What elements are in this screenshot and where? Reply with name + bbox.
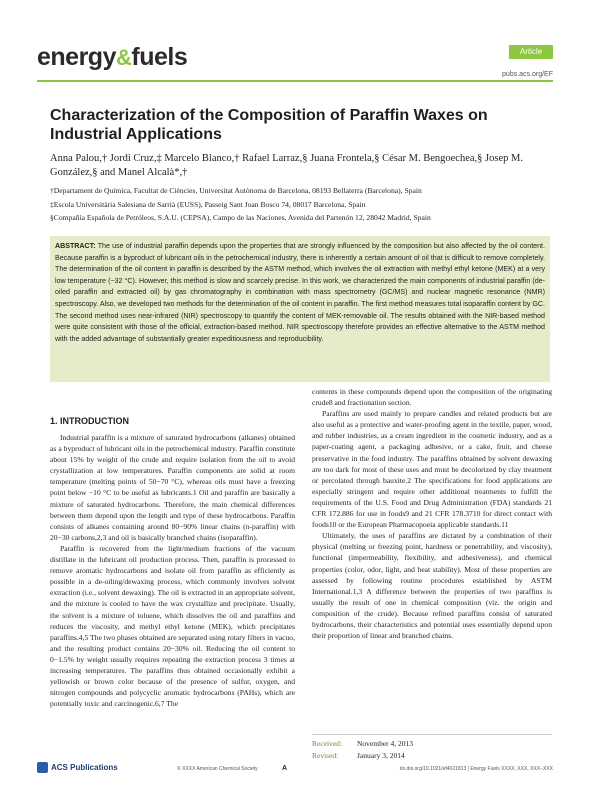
journal-url[interactable]: pubs.acs.org/EF xyxy=(502,71,553,78)
paragraph: Paraffins are used mainly to prepare candles and related products but are also useful as a protective and water-proofing agent in the textile, paper, wood, and rubber industries, as a cream ingredient in the cosmetic industry, and as a paper-coating agent, a packaging adhesive, or a cake, fruit, and cheese preservative in the food industry. The paraffins obtained by solvent dewaxing are too dark for most of these uses and must be decolorized by clay treatment or percolated through bauxite.2 The specifications for food applications are especially stringent and require other additional treatments to fulfill the requirements of the U.S. Food and Drug Administration (FDA) standards 21 CFR 172.886 for use in foods9 and 21 CFR 178.3710 for direct contact with foods10 or the European Pharmacopoeia applicable standards.11 xyxy=(312,409,552,530)
author-list: Anna Palou,† Jordi Cruz,‡ Marcelo Blanco,† Rafael Larraz,§ Juana Frontela,§ César M. Bengoechea,§ Josep M. González,§ and Manel Alcalà*,† xyxy=(50,153,523,178)
affiliation-3: §Compañía Española de Petróleos, S.A.U. (CEPSA), Campo de las Naciones, Avenida del Partenón 12, 28042 Madrid, Spain xyxy=(50,213,431,222)
header-divider xyxy=(37,80,553,82)
revised-label: Revised: xyxy=(312,750,339,760)
affiliation-2: ‡Escola Universitària Salesiana de Sarrià (EUSS), Passeig Sant Joan Bosco 74, 08017 Barcelona, Spain xyxy=(50,199,366,209)
article-type-badge: Article xyxy=(509,45,553,59)
left-column xyxy=(50,432,295,709)
abstract-text: The use of industrial paraffin depends upon the properties that are strongly influenced by the composition but also affected by the oil content. Because paraffin is a byproduct of lubricant oils in the petrochemical industry, there is inherently a certain amount of oil that is difficult to remove completely. The determination of the oil content in paraffin is described by the ASTM method, which involves the oil extraction with methyl ethyl ketone (MEK) at a very low temperature (−32 °C). However, this method is slow and scarcely precise. In this work, we characterized the main components of industrial paraffin (de-oiled paraffin and extracted oil) by gas chromatography in combination with mass spectrometry (GC/MS) and nuclear magnetic resonance (NMR) spectroscopy. Also, we developed two methods for the determination of the oil content in paraffin. The first method measures total isoparaffin content by GC. The second method uses near-infrared (NIR) spectroscopy to quantify the content of MEK-removable oil. The results obtained with the NIR-based method were quite consistent with those of the official, extraction-based method. NIR spectroscopy therefore provides an effective alternative to the ASTM method with the added advantage of substantially greater expeditiousness and reproducibility. xyxy=(55,242,546,343)
paragraph: Ultimately, the uses of paraffins are dictated by a combination of their physical (melting or freezing point, hardness or penetrability, and viscosity), functional (impermeability, flexibility, and adhesiveness), and chemical properties (color, odor, light, and heat stability). Most of these properties are assessed by following routine procedures established by ASTM International.1,3 A difference between the properties of two paraffins is usually the result of one in chemical composition (viz. the origin and composition of the crude). Because refined paraffins consist of saturated hydrocarbons, their characteristics and potential uses essentially depend upon their proportion of linear and branched chains. xyxy=(312,531,552,641)
paragraph: Industrial paraffin is a mixture of saturated hydrocarbons (alkanes) obtained as a byproduct of lubricant oils in the petrochemical industry. Paraffin constitute about 15% by weight of the crude and require isolation from the oil to avoid crystallization at low temperatures. Paraffin components are solid at room temperature (melting points of 50−70 °C), whereas oils must have a freezing point below −10 °C to be useful as lubricants.1 Oil and paraffin are basically a mixture of saturated hydrocarbons. Therefore, the main chemical differences between them depend upon the length and type of these hydrocarbons. Paraffin consists of alkanes containing around 80−90% linear chains (n-paraffin) with 20−30 carbons,2,3 and oil is basically branched chains (isoparaffin). xyxy=(50,433,295,542)
abstract-box xyxy=(50,236,550,382)
copyright: © XXXX American Chemical Society xyxy=(177,766,258,772)
affiliation-1: †Departament de Química, Facultat de Ciències, Universitat Autònoma de Barcelona, 08193 Bellaterra (Barcelona), Spain xyxy=(50,186,422,195)
publisher-logo: ACS Publications xyxy=(37,762,118,773)
paragraph: contents in these compounds depend upon the composition of the originating crude8 and fractionation section. xyxy=(312,387,552,408)
received-date: November 4, 2013 xyxy=(357,739,414,748)
page-number: A xyxy=(282,765,288,772)
acs-icon xyxy=(37,762,48,773)
received-label: Received: xyxy=(312,739,342,748)
paragraph: Paraffin is recovered from the light/medium fractions of the vacuum distillate in the lubricant oil production process. Then, paraffin is processed to remove aromatic hydrocarbons and isolate oil from paraffin as efficiently as possible in a de-oiling/dewaxing process, which commonly involves solvent extraction (i.e., solvent dewaxing). The oil is extracted in an appropriate solvent, and the mixture is cooled to have the wax crystallize and precipitate. Usually, the solvent is a mixture of toluene, which dissolves the oil and paraffins and reduces the viscosity, and methyl ethyl ketone (MEK), which precipitates paraffins.4,5 The two phases obtained are separated using rotary filters in vacuo, and the resulting product contains 20−30% oil. Reducing the oil content to 0−1.5% by weight usually requires repeating the extraction process 3 times at increasing temperatures. The paraffins thus obtained occasionally exhibit a yellowish or brown color because of the presence of sulfur, oxygen, and nitrogen compounds and polycyclic aromatic hydrocarbons (PAHs), which are potentially toxic and carcinogenic.6,7 The xyxy=(50,543,295,709)
revised-date: January 3, 2014 xyxy=(357,750,405,760)
affiliations xyxy=(50,184,560,225)
doi-citation[interactable]: dx.doi.org/10.1021/ef4021813 | Energy Fuels XXXX, XXX, XXX−XXX xyxy=(399,766,553,772)
right-column xyxy=(312,386,552,641)
journal-logo: energy&fuels xyxy=(37,43,188,71)
paper-title: Characterization of the Composition of Paraffin Waxes on Industrial Applications xyxy=(50,107,488,143)
abstract-label: ABSTRACT: xyxy=(55,242,96,250)
section-heading: 1. INTRODUCTION xyxy=(50,416,130,426)
history-dates xyxy=(312,734,552,761)
